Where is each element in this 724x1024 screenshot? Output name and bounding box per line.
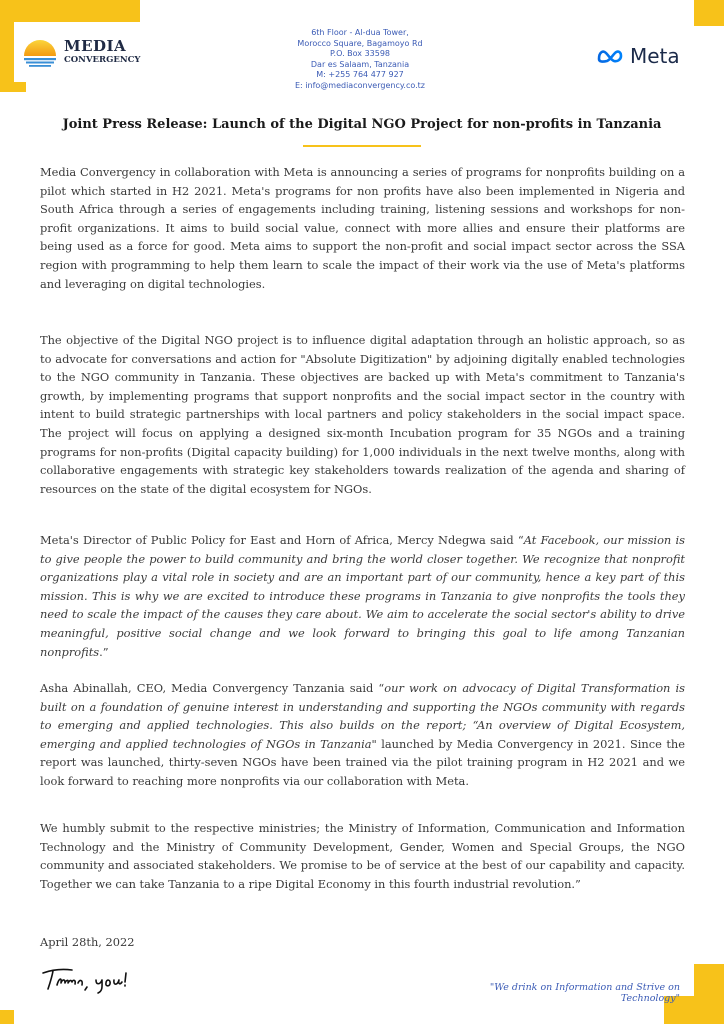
page-title: Joint Press Release: Launch of the Digital NGO Project for non-profits in Tanzania <box>62 117 662 132</box>
paragraph-closing: We humbly submit to the respective ministries; the Ministry of Information, Communication and Information Technology and the Ministry of Community Development, Gender, Women and Special Groups, the NGO community and associated stakeholders. We promise to be of service at the best of our capability and capacity. Together we can take Tanzania to a ripe Digital Economy in this fourth industrial revolution.” <box>40 821 685 891</box>
address-line: Dar es Salaam, Tanzania <box>310 59 410 69</box>
address-email: E: info@mediaconvergency.co.tz <box>294 80 426 90</box>
corner-accent-top-right <box>694 0 724 26</box>
quote-end: " launched by Media Convergency in 2021. Since the report was launched, thirty-seven NGOs have been trained via the pilot training program in H2 2021 and we look forward to reaching more nonprofits via our collaboration with Meta. <box>40 736 685 788</box>
quote-end: .” <box>99 644 109 659</box>
address-line: 6th Floor - Al-dua Tower, <box>311 28 409 37</box>
meta-logo <box>597 44 680 68</box>
quote-text: our work on advocacy of Digital Transformation is built on a foundation of genuine interest in understanding and supporting the NGOs community with regards to emerging and applied technologies. This also builds on the report; “An overview of Digital Ecosystem, emerging and applied technologies of NGOs in Tanzania <box>40 681 685 751</box>
release-date: April 28th, 2022 <box>40 935 135 949</box>
quote-intro: Meta's Director of Public Policy for East and Horn of Africa, Mercy Ndegwa said “ <box>40 533 524 547</box>
address-line: P.O. Box 33598 <box>329 49 391 58</box>
logo-convergency-text: CONVERGENCY <box>64 55 141 66</box>
footer-motto: "We drink on Information and Strive on Technology" <box>489 982 680 1004</box>
address-line: Morocco Square, Bagamoyo Rd <box>297 38 423 48</box>
signature-thank-you <box>40 963 136 995</box>
meta-logo-text: Meta <box>630 44 680 68</box>
media-convergency-logo <box>14 22 148 82</box>
contact-address <box>270 28 450 91</box>
paragraph-objective: The objective of the Digital NGO project is to influence digital adaptation through an holistic approach, so as to advocate for conversations and action for "Absolute Digitization" by adjoining digitally enabled technologies to the NGO community in Tanzania. These objectives are backed up with Meta's commitment to Tanzania's growth, by implementing programs that support nonprofits and the social impact sector in the country with intent to build strategic partnerships with local partners and policy stakeholders in the social impact space. The project will focus on applying a designed six-month Incubation program for 35 NGOs and a training programs for non-profits (Digital capacity building) for 1,000 individuals in the next twelve months, along with collaborative engagements with strategic key stakeholders towards realization of the agenda and sharing of resources on the state of the digital ecosystem for NGOs. <box>40 333 685 496</box>
corner-accent-bottom-left <box>0 1010 14 1024</box>
sunrise-logo-icon <box>20 32 60 72</box>
address-line: M: +255 764 477 927 <box>316 70 404 79</box>
logo-media-text: MEDIA <box>64 37 127 56</box>
quote-intro: Asha Abinallah, CEO, Media Convergency Tanzania said “ <box>40 681 385 695</box>
paragraph-meta-quote <box>40 531 685 661</box>
quote-text: At Facebook, our mission is to give people the power to build community and bring the world closer together. We recognize that nonprofit organizations play a vital role in society and are an important part of our community, hence a key part of this mission. This is why we are excited to introduce these programs in Tanzania to give nonprofits the tools they need to scale the impact of the causes they care about. We aim to accelerate the social sector's ability to drive meaningful, positive social change and we look forward to bringing this goal to life among Tanzanian nonprofits <box>40 533 685 659</box>
paragraph-announcement: Media Convergency in collaboration with Meta is announcing a series of programs for nonprofits building on a pilot which started in H2 2021. Meta's programs for non profits have also been implemented in Nigeria and South Africa through a series of engagements including training, listening sessions and workshops for non-profit organizations. It aims to build social value, connect with more allies and ensure their platforms are being used as a force for good. Meta aims to support the non-profit and social impact sector across the SSA region with programming to help them learn to scale the impact of their work via the use of Meta's platforms and leveraging on digital technologies. <box>40 165 685 291</box>
title-underline <box>303 145 421 147</box>
meta-infinity-icon <box>597 48 627 64</box>
paragraph-ceo-quote <box>40 679 685 791</box>
